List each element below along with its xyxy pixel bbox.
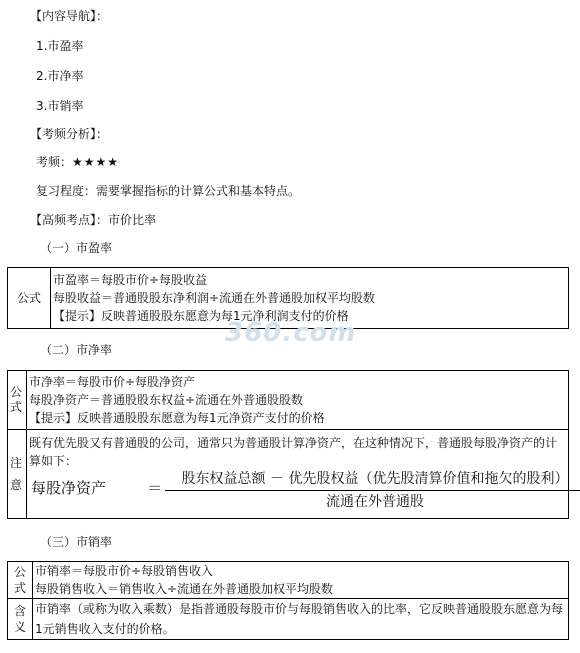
section2-label-formula-text: 公式	[10, 385, 23, 414]
section3-label-meaning-text: 含义	[14, 604, 27, 634]
section1-line-1: 市盈率＝每股市价÷每股收益	[53, 273, 208, 287]
section2-table	[7, 370, 569, 519]
section3-title: （三）市销率	[40, 535, 113, 549]
section2-line-2: 每股净资产＝普通股股东权益÷流通在外普通股股数	[29, 393, 304, 407]
freq-row	[36, 154, 119, 170]
freq-heading: 【考频分析】：	[30, 127, 109, 141]
net-asset-formula	[29, 470, 569, 514]
star-rating: ★★★★	[72, 155, 120, 169]
nav-item-ps: 3.市销率	[36, 99, 84, 113]
section3-line-2: 每股销售收入＝销售收入÷流通在外普通股加权平均股数	[35, 582, 334, 596]
section1-label: 公式	[8, 268, 51, 329]
nav-item-pb: 2.市净率	[36, 69, 84, 83]
section3-table	[7, 561, 569, 640]
section3-line-1: 市销率＝每股市价÷每股销售收入	[35, 564, 214, 578]
review-text: 复习程度：需要掌握指标的计算公式和基本特点。	[36, 184, 301, 198]
formula-numerator: 股东权益总额 － 优先股权益（优先股清算价值和拖欠的股利）	[181, 471, 569, 487]
section1-title: （一）市盈率	[40, 241, 113, 255]
section1-line-2: 每股收益＝普通股股东净利润÷流通在外普通股加权平均股数	[53, 291, 376, 305]
section3-label-formula	[8, 562, 33, 599]
section2-label-note	[8, 430, 27, 519]
nav-item-pe: 1.市盈率	[36, 39, 84, 53]
section2-label-formula	[8, 371, 27, 430]
section1-line-3: 【提示】反映普通股股东愿意为每1元净利润支付的价格	[53, 309, 349, 323]
section3-label-meaning	[8, 599, 33, 640]
section3-meaning: 市销率（或称为收入乘数）是指普通股每股市价与每股销售收入的比率，它反映普通股股东愿意为每1元销售收入支付的价格。	[33, 599, 569, 640]
freq-label: 考频：	[36, 155, 73, 169]
section2-label-note-text: 注意	[10, 456, 23, 492]
section2-line-3: 【提示】反映普通股股东愿意为每1元净资产支付的价格	[29, 411, 325, 425]
fraction-bar	[165, 490, 580, 491]
nav-heading: 【内容导航】：	[30, 9, 109, 23]
section2-line-1: 市净率＝每股市价÷每股净资产	[29, 375, 196, 389]
watermark-logo: 360.com	[225, 318, 357, 348]
section2-title: （二）市净率	[40, 343, 113, 357]
formula-denominator: 流通在外普通股	[326, 494, 424, 510]
section2-note-text: 既有优先股又有普通股的公司，通常只为普通股计算净资产，在这种情况下，普通股每股净资产的计算如下：	[29, 436, 558, 468]
formula-left: 每股净资产	[31, 479, 107, 497]
section3-label-formula-text: 公式	[14, 565, 27, 595]
formula-equals: ＝	[147, 479, 163, 497]
formula-fraction	[165, 470, 580, 511]
key-heading: 【高频考点】：市价比率	[30, 213, 157, 227]
